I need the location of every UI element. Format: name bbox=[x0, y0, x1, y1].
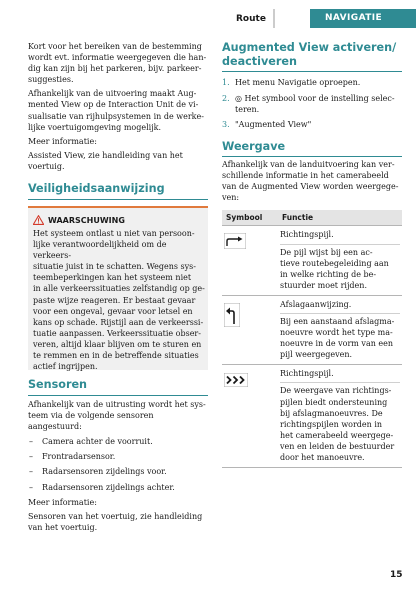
text-line: ven: bbox=[222, 193, 240, 203]
text-line: wordt evt. informatie weergegeven die han- bbox=[28, 53, 207, 63]
sensors-heading: Sensoren bbox=[28, 378, 88, 391]
warning-box bbox=[28, 206, 208, 370]
augmented-view-heading bbox=[222, 41, 402, 68]
display-intro bbox=[222, 159, 402, 203]
text-line: richtingspijlen worden in bbox=[280, 419, 383, 429]
text-line: kans op schade. Rijstijl aan de verkeerssi- bbox=[33, 317, 204, 327]
heading-rule bbox=[222, 71, 402, 72]
text-line: stuurder moet rijden. bbox=[280, 280, 367, 290]
function-cell bbox=[278, 365, 402, 468]
function-cell bbox=[278, 226, 402, 295]
text-line: tuatie aanpassen. Verkeerssituatie obser- bbox=[33, 328, 201, 338]
text-line: voor een ongeval, gevaar voor letsel en bbox=[33, 306, 193, 316]
text-line: mented View op de Interaction Unit de vi- bbox=[28, 100, 199, 110]
text-line: van het voertuig. bbox=[28, 523, 98, 533]
text-line: teembeperkingen kan het systeem niet bbox=[33, 273, 192, 283]
text-line: bij afslagmanoeuvres. De bbox=[280, 408, 383, 418]
text-line: te remmen en in de betreffende situaties bbox=[33, 351, 199, 361]
cell-divider bbox=[280, 313, 400, 314]
function-title: Afslagaanwijzing. bbox=[280, 299, 352, 309]
text-line: situatie juist in te schatten. Wegens sys- bbox=[33, 262, 196, 272]
text-line: door het manoeuvre. bbox=[280, 453, 365, 463]
text-line: in welke richting de be- bbox=[280, 269, 377, 279]
text-line: suggesties. bbox=[28, 75, 74, 85]
list-item: – Camera achter de voorruit. bbox=[29, 436, 153, 446]
text-line: Kort voor het bereiken van de bestemming bbox=[28, 42, 202, 51]
text-line: in alle verkeerssituaties zelfstandig op ge- bbox=[33, 284, 205, 294]
text-line: noeuvre in de vorm van een bbox=[280, 339, 394, 349]
text-line: Sensoren van het voertuig, zie handleiding bbox=[28, 512, 203, 521]
more-info-paragraph bbox=[28, 511, 208, 533]
text-line: sualisatie van rijhulpsystemen in de werke- bbox=[28, 111, 204, 121]
more-info-label: Meer informatie: bbox=[28, 497, 97, 507]
step-text: "Augmented View" bbox=[235, 120, 312, 130]
heading-line: Augmented View activeren/ bbox=[222, 41, 397, 54]
step-number: 2. bbox=[222, 93, 230, 103]
chevrons-right-icon bbox=[224, 373, 248, 387]
turn-left-icon bbox=[224, 303, 240, 327]
cell-divider bbox=[280, 382, 400, 383]
route-arrow-icon bbox=[224, 233, 246, 249]
section-title: Route bbox=[236, 14, 266, 24]
symbol-table bbox=[222, 210, 402, 468]
list-item-text: Camera achter de voorruit. bbox=[42, 436, 153, 446]
list-item-text: Radarsensoren zijdelings voor. bbox=[42, 467, 167, 477]
cell-divider bbox=[280, 244, 400, 245]
text-line: ven en leiden de bestuurder bbox=[280, 441, 395, 451]
left-column bbox=[28, 41, 208, 200]
sensors-intro bbox=[28, 399, 208, 432]
header-divider bbox=[273, 9, 275, 28]
heading-rule bbox=[28, 395, 208, 396]
text-line: het camerabeeld weergege- bbox=[280, 430, 394, 440]
step-number: 3. bbox=[222, 120, 230, 130]
text-line: Het systeem ontlast u niet van persoon- bbox=[33, 229, 195, 238]
table-header-row bbox=[222, 210, 402, 226]
steps-list bbox=[222, 77, 402, 131]
function-title: Richtingspijl. bbox=[280, 369, 334, 379]
text-line: lijke voertuigomgeving mogelijk. bbox=[28, 122, 162, 132]
text-line: De pijl wijst bij een ac- bbox=[280, 247, 373, 257]
text-line: schillende informatie in het camerabeeld bbox=[222, 171, 389, 181]
text-line: actief ingrijpen. bbox=[33, 362, 98, 372]
intro-paragraph bbox=[28, 41, 208, 85]
text-line: paste wijze reageren. Er bestaat gevaar bbox=[33, 295, 196, 305]
table-row bbox=[222, 226, 402, 295]
list-item-text: Frontradarsensor. bbox=[42, 452, 116, 462]
text-line: pijlen biedt ondersteuning bbox=[280, 397, 388, 407]
text-line: lijke verantwoordelijkheid om de verkeers- bbox=[33, 240, 167, 261]
list-item: – Radarsensoren zijdelings achter. bbox=[29, 482, 175, 492]
text-line: Afhankelijk van de landuitvoering kan ver- bbox=[222, 160, 395, 170]
text-line: veren, altijd klaar blijven om te sturen en bbox=[33, 339, 202, 349]
text-line: Afhankelijk van de uitrusting wordt het sys- bbox=[28, 399, 206, 409]
right-column bbox=[222, 41, 402, 468]
chapter-label: NAVIGATIE bbox=[325, 13, 383, 23]
warning-triangle-icon bbox=[33, 215, 44, 225]
text-line: dig kan zijn bij het parkeren, bijv. parkeer- bbox=[28, 64, 202, 74]
step-item bbox=[222, 77, 402, 88]
step-item bbox=[222, 93, 402, 115]
table-row bbox=[222, 295, 402, 364]
warning-title bbox=[33, 215, 125, 225]
page-number: 15 bbox=[390, 570, 403, 580]
warning-text bbox=[33, 228, 205, 372]
step-number: 1. bbox=[222, 78, 230, 87]
text-line: tieve routebegeleiding aan bbox=[280, 258, 389, 268]
column-header-symbol: Symbool bbox=[222, 210, 278, 226]
step-text: Het menu Navigatie oproepen. bbox=[235, 78, 361, 87]
text-line: De weergave van richtings- bbox=[280, 386, 392, 396]
text-line: Assisted View, zie handleiding van het bbox=[28, 150, 183, 160]
text-line: van de Augmented View worden weergege- bbox=[222, 182, 399, 192]
sensors-section bbox=[28, 378, 208, 533]
heading-rule bbox=[222, 156, 402, 157]
column-header-function: Functie bbox=[278, 210, 402, 226]
heading-rule bbox=[28, 199, 208, 200]
step-item bbox=[222, 119, 402, 130]
list-item-text: Radarsensoren zijdelings achter. bbox=[42, 482, 175, 492]
display-heading: Weergave bbox=[222, 139, 286, 153]
sensors-list bbox=[28, 436, 208, 493]
text-line: voertuig. bbox=[28, 161, 65, 171]
text-line: teem via de volgende sensoren aangestuurd: bbox=[28, 410, 154, 431]
warning-title-text: WAARSCHUWING bbox=[48, 216, 125, 225]
text-line: pijl weergegeven. bbox=[280, 350, 353, 360]
safety-heading: Veiligheidsaanwijzing bbox=[28, 182, 165, 196]
more-info-paragraph bbox=[28, 150, 208, 172]
table-row bbox=[222, 365, 402, 468]
heading-line: deactiveren bbox=[222, 54, 297, 68]
text-line: noeuvre wordt het type ma- bbox=[280, 328, 393, 338]
symbol-cell bbox=[222, 295, 278, 364]
step-text: ◎ Het symbool voor de instelling selec- bbox=[235, 93, 395, 103]
more-info-label: Meer informatie: bbox=[28, 136, 97, 146]
function-title: Richtingspijl. bbox=[280, 230, 334, 240]
function-cell bbox=[278, 295, 402, 364]
list-item: – Radarsensoren zijdelings voor. bbox=[29, 467, 167, 477]
depends-paragraph bbox=[28, 88, 208, 132]
text-line: Afhankelijk van de uitvoering maakt Aug- bbox=[28, 89, 197, 99]
list-item: – Frontradarsensor. bbox=[29, 452, 116, 462]
chapter-tab bbox=[310, 9, 416, 28]
text-line: Bij een aanstaand afslagma- bbox=[280, 317, 395, 326]
symbol-cell bbox=[222, 365, 278, 468]
symbol-cell bbox=[222, 226, 278, 295]
step-text: teren. bbox=[235, 104, 260, 114]
